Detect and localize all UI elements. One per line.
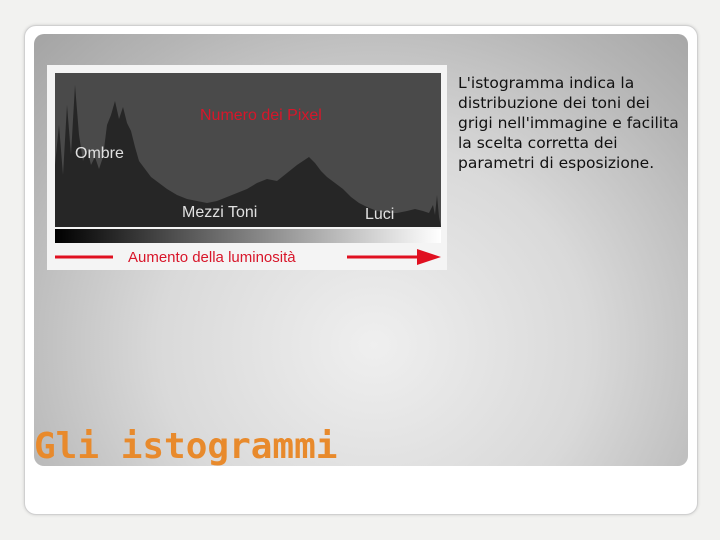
luminosity-gradient-bar [55,229,441,243]
histogram-image [47,65,447,270]
label-brightness-increase: Aumento della luminosità [128,249,296,266]
label-shadows: Ombre [75,145,124,162]
slide-title: Gli istogrammi [34,426,338,467]
label-pixel-count: Numero dei Pixel [200,107,322,124]
histogram-figure [47,65,447,270]
label-midtones: Mezzi Toni [182,204,258,221]
arrow-head-icon [417,249,441,265]
label-highlights: Luci [365,206,395,223]
slide-body-text: L'istogramma indica la distribuzione dei toni dei grigi nell'immagine e facilita la scelta corretta dei parametri di esposizione. [458,74,679,172]
